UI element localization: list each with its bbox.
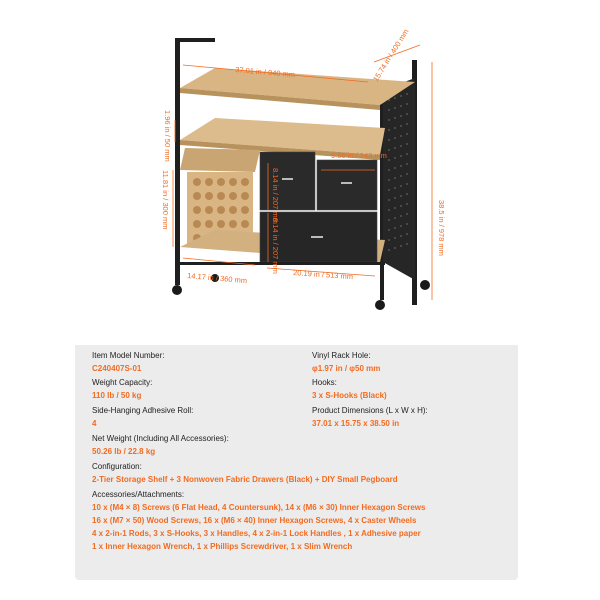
dim-height: 38.5 in / 978 mm [437, 200, 446, 256]
dim-depth: 15.74 in / 400 mm [371, 27, 411, 84]
dim-rack-height: 11.81 in / 300 mm [161, 170, 170, 230]
configuration-label: Configuration: [92, 462, 142, 471]
dim-drawer-large-height: 8.14 in / 207 mm [271, 218, 280, 274]
specs-panel [75, 345, 518, 580]
dim-gap-top: 1.96 in / 50 mm [163, 110, 172, 162]
drawer-right-small [317, 160, 377, 210]
hooks-label: Hooks: [312, 378, 337, 387]
pegboard-panel [383, 78, 415, 280]
product-dimensions-label: Product Dimensions (L x W x H): [312, 406, 428, 415]
dim-drawer-large-width: 20.19 in / 513 mm [292, 268, 354, 282]
hooks-value: 3 x S-Hooks (Black) [312, 391, 387, 400]
dim-rack-width: 14.17 in / 360 mm [186, 271, 248, 286]
dim-drawer-small-height: 8.14 in / 207 mm [271, 168, 280, 224]
model-value: C240407S-01 [92, 364, 142, 373]
accessories-line: 10 x (M4 × 8) Screws (6 Flat Head, 4 Countersunk), 14 x (M6 × 30) Inner Hexagon Screws [92, 503, 426, 512]
top-handle-bar [175, 38, 215, 42]
dim-drawer-small-width: 9.56 in / 243 mm [331, 151, 387, 160]
configuration-value: 2-Tier Storage Shelf + 3 Nonwoven Fabric Drawers (Black) + DIY Small Pegboard [92, 475, 398, 484]
product-illustration [75, 0, 525, 345]
model-label: Item Model Number: [92, 351, 165, 360]
net-weight-value: 50.26 lb / 22.8 kg [92, 447, 156, 456]
accessories-line: 4 x 2-in-1 Rods, 3 x S-Hooks, 3 x Handles, 4 x 2-in-1 Lock Handles , 1 x Adhesive paper [92, 529, 421, 538]
product-dimensions-value: 37.01 x 15.75 x 38.50 in [312, 419, 400, 428]
capacity-value: 110 lb / 50 kg [92, 391, 142, 400]
capacity-label: Weight Capacity: [92, 378, 153, 387]
hole-value: φ1.97 in / φ50 mm [312, 364, 381, 373]
dim-width: 37.01 in / 940 mm [234, 65, 296, 80]
accessories-label: Accessories/Attachments: [92, 490, 185, 499]
roll-label: Side-Hanging Adhesive Roll: [92, 406, 194, 415]
accessories-line: 1 x Inner Hexagon Wrench, 1 x Phillips Screwdriver, 1 x Slim Wrench [92, 542, 353, 551]
roll-value: 4 [92, 419, 97, 428]
net-weight-label: Net Weight (Including All Accessories): [92, 434, 229, 443]
frame-post-left [175, 40, 180, 285]
accessories-line: 16 x (M7 × 50) Wood Screws, 16 x (M6 × 40) Inner Hexagon Screws, 4 x Caster Wheels [92, 516, 417, 525]
hole-label: Vinyl Rack Hole: [312, 351, 371, 360]
